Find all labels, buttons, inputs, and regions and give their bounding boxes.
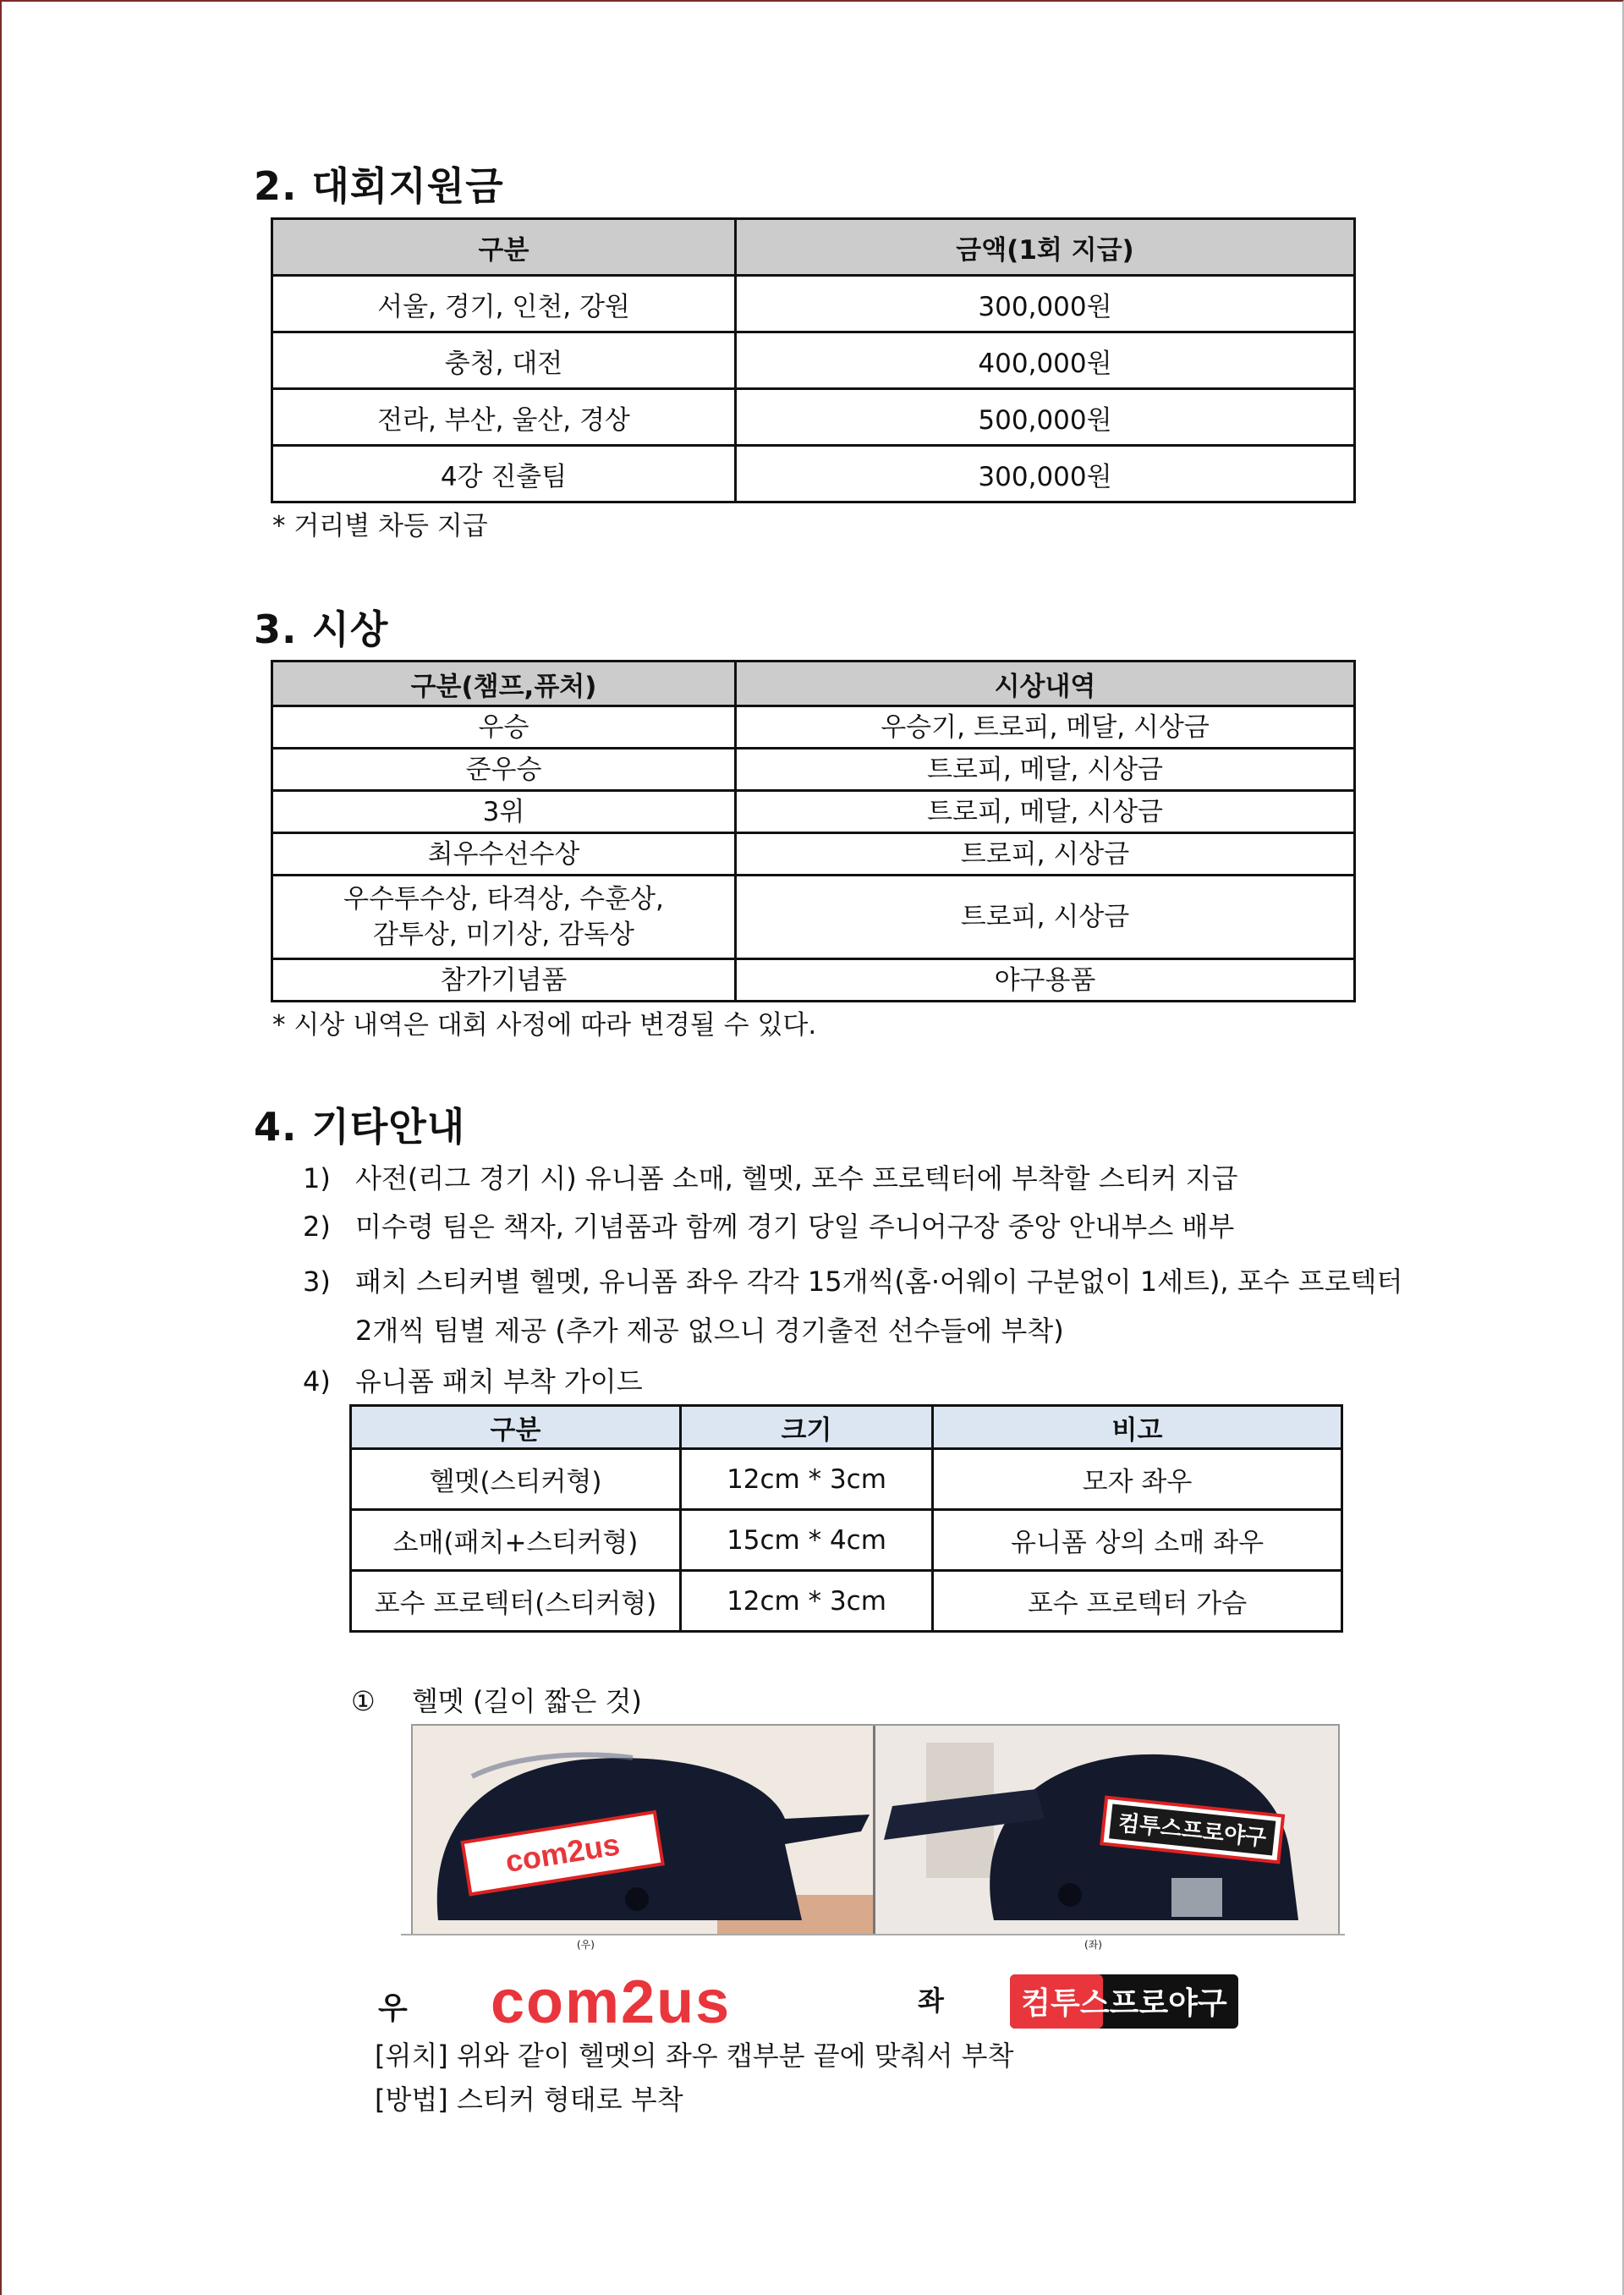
- award-detail-cell: 트로피, 시상금: [736, 876, 1355, 959]
- left-side-label: 좌: [918, 1985, 944, 2017]
- com2us-sticker-text: com2us: [502, 1826, 623, 1880]
- table-row: [272, 706, 1355, 749]
- table-row: [272, 446, 1355, 502]
- circled-number: ①: [351, 1685, 376, 1717]
- column-header: 시상내역: [736, 662, 1355, 706]
- list-text: 유니폼 패치 부착 가이드: [355, 1365, 643, 1397]
- award-category-line: 우수투수상, 타격상, 수훈상,: [343, 884, 664, 914]
- patch-size-cell: 12cm * 3cm: [681, 1571, 933, 1632]
- award-category-cell: 참가기념품: [272, 959, 736, 1002]
- patch-type-cell: 소매(패치+스티커형): [351, 1510, 681, 1571]
- award-category-cell: [272, 876, 736, 959]
- patch-size-cell: 15cm * 4cm: [681, 1510, 933, 1571]
- list-item: [303, 1260, 1402, 1299]
- award-detail-cell: 우승기, 트로피, 메달, 시상금: [736, 706, 1355, 749]
- award-detail-cell: 트로피, 메달, 시상금: [736, 749, 1355, 791]
- region-cell: 전라, 부산, 울산, 경상: [272, 389, 736, 446]
- awards-note: * 시상 내역은 대회 사정에 따라 변경될 수 있다.: [272, 1010, 817, 1040]
- proyagu-logo-text: 컴투스프로야구: [1021, 1986, 1227, 2021]
- sub-item-text: 헬멧 (길이 짧은 것): [412, 1685, 642, 1717]
- table-row: [272, 959, 1355, 1002]
- list-text: 미수령 팀은 책자, 기념품과 함께 경기 당일 주니어구장 중앙 안내부스 배부: [355, 1211, 1235, 1243]
- list-number: 2): [303, 1211, 331, 1243]
- helmet-photo-left: [875, 1726, 1338, 1934]
- support-fund-table: [271, 217, 1356, 503]
- helmet-left-image: [875, 1726, 1338, 1934]
- award-detail-cell: 야구용품: [736, 959, 1355, 1002]
- table-row: [272, 876, 1355, 959]
- patch-type-cell: 포수 프로텍터(스티커형): [351, 1571, 681, 1632]
- helmet-sub-item: [351, 1680, 642, 1719]
- right-side-label: 우: [378, 1991, 408, 2026]
- region-cell: 4강 진출팀: [272, 446, 736, 502]
- section-title-other-info: 4. 기타안내: [254, 1104, 466, 1150]
- section-title-support-fund: 2. 대회지원금: [254, 163, 504, 209]
- column-header: 구분: [351, 1406, 681, 1449]
- table-header-row: [272, 219, 1355, 276]
- attachment-instructions: [375, 2034, 1014, 2122]
- list-text: 패치 스티커별 헬멧, 유니폼 좌우 각각 15개씩(홈·어웨이 구분없이 1세트), 포수 프로텍터: [355, 1266, 1403, 1298]
- list-number: 4): [303, 1365, 331, 1397]
- list-item: [303, 1360, 643, 1399]
- support-fund-note: * 거리별 차등 지급: [272, 511, 488, 541]
- helmet-right-image: [413, 1726, 873, 1934]
- table-row: [272, 332, 1355, 389]
- table-row: [351, 1449, 1342, 1510]
- award-category-cell: 최우수선수상: [272, 833, 736, 876]
- helmet-photos: [411, 1724, 1340, 1935]
- award-detail-cell: 트로피, 메달, 시상금: [736, 791, 1355, 833]
- table-header-row: [351, 1406, 1342, 1449]
- patch-note-cell: 유니폼 상의 소매 좌우: [933, 1510, 1342, 1571]
- column-header: 크기: [681, 1406, 933, 1449]
- list-text: 2개씩 팀별 제공 (추가 제공 없으니 경기출전 선수들에 부착): [355, 1315, 1064, 1347]
- award-category-cell: 3위: [272, 791, 736, 833]
- photo-caption-strip: [401, 1934, 1345, 1956]
- column-header: 구분: [272, 219, 736, 276]
- list-text: 사전(리그 경기 시) 유니폼 소매, 헬멧, 포수 프로텍터에 부착할 스티커 지급: [355, 1162, 1238, 1194]
- proyagu-sticker-text: 컴투스프로야구: [1116, 1810, 1268, 1852]
- amount-cell: 500,000원: [736, 389, 1355, 446]
- table-row: [272, 389, 1355, 446]
- list-number: 3): [303, 1266, 331, 1298]
- patch-note-cell: 포수 프로텍터 가슴: [933, 1571, 1342, 1632]
- position-instruction: [위치] 위와 같이 헬멧의 좌우 캡부분 끝에 맞춰서 부착: [375, 2040, 1014, 2072]
- proyagu-logo: [1007, 1968, 1243, 2035]
- helmet-photo-right: [413, 1726, 875, 1934]
- list-item-continuation: [303, 1309, 1064, 1348]
- amount-cell: 300,000원: [736, 446, 1355, 502]
- amount-cell: 400,000원: [736, 332, 1355, 389]
- award-category-line: 감투상, 미기상, 감독상: [373, 920, 634, 950]
- section-title-awards: 3. 시상: [254, 607, 389, 652]
- table-row: [272, 833, 1355, 876]
- table-row: [351, 1571, 1342, 1632]
- method-instruction: [방법] 스티커 형태로 부착: [375, 2084, 683, 2116]
- com2us-logo-text: com2us: [491, 1968, 732, 2036]
- patch-size-cell: 12cm * 3cm: [681, 1449, 933, 1510]
- column-header: 비고: [933, 1406, 1342, 1449]
- award-category-cell: 우승: [272, 706, 736, 749]
- list-number: 1): [303, 1162, 331, 1194]
- list-item: [303, 1205, 1234, 1244]
- com2us-logo: [491, 1968, 812, 2036]
- table-header-row: [272, 662, 1355, 706]
- patch-type-cell: 헬멧(스티커형): [351, 1449, 681, 1510]
- award-detail-cell: 트로피, 시상금: [736, 833, 1355, 876]
- region-cell: 충청, 대전: [272, 332, 736, 389]
- patch-guide-table: [349, 1404, 1343, 1633]
- table-row: [272, 276, 1355, 332]
- region-cell: 서울, 경기, 인천, 강원: [272, 276, 736, 332]
- amount-cell: 300,000원: [736, 276, 1355, 332]
- logo-row: [0, 1964, 1624, 2040]
- photo-caption-left: (좌): [1084, 1939, 1102, 1951]
- table-row: [272, 749, 1355, 791]
- table-row: [351, 1510, 1342, 1571]
- column-header: 구분(챔프,퓨처): [272, 662, 736, 706]
- table-row: [272, 791, 1355, 833]
- awards-table: [271, 660, 1356, 1002]
- patch-note-cell: 모자 좌우: [933, 1449, 1342, 1510]
- list-item: [303, 1157, 1237, 1196]
- award-category-cell: 준우승: [272, 749, 736, 791]
- photo-caption-right: (우): [577, 1939, 595, 1951]
- column-header: 금액(1회 지급): [736, 219, 1355, 276]
